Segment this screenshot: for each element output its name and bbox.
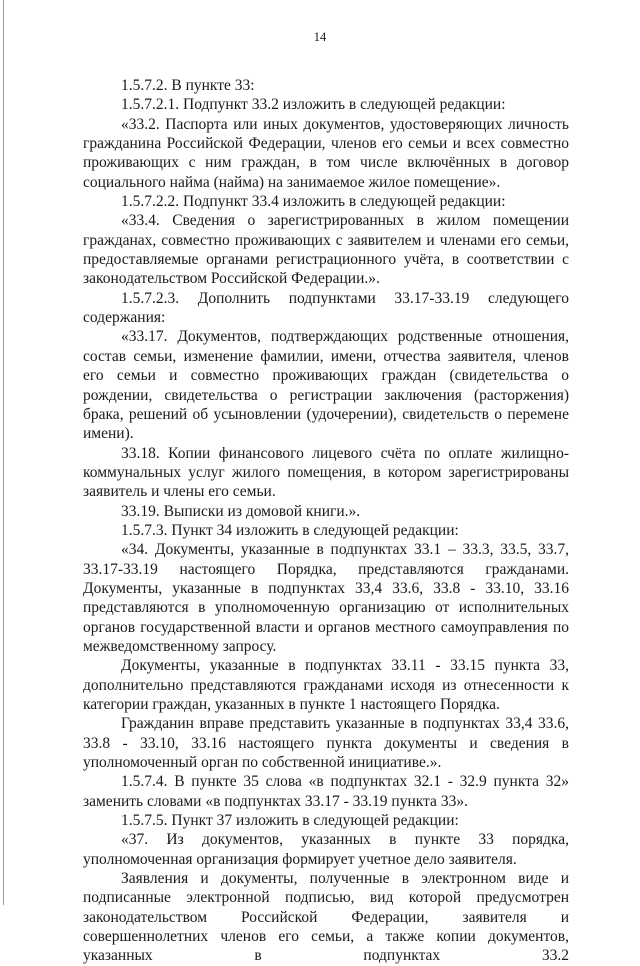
paragraph-34-documents: Документы, указанные в подпунктах 33.11 - 33.15 пункта 33, дополнительно представляются гражданами исходя из отнесенности к категории граждан, указанных в пункте 1 настоящего Порядка.	[83, 657, 569, 713]
page-edge-line	[3, 0, 4, 905]
document-body	[83, 76, 569, 966]
paragraph-37: «37. Из документов, указанных в пункте 33 порядка, уполномоченная организация формирует учетное дело заявителя.	[83, 831, 569, 868]
paragraph-1-5-7-2-3: 1.5.7.2.3. Дополнить подпунктами 33.17-33.19 следующего содержания:	[83, 289, 569, 327]
paragraph-1-5-7-2-1: 1.5.7.2.1. Подпункт 33.2 изложить в следующей редакции:	[121, 96, 506, 114]
paragraph-33-2: «33.2. Паспорта или иных документов, удостоверяющих личность гражданина Российской Федерации, членов его семьи и всех совместно проживающих с ним граждан, в том числе включённых в договор социального найма (найма) на занимаемое жилое помещение».	[83, 115, 569, 191]
paragraph-34-citizen: Гражданин вправе представить указанные в подпунктах 33,4 33.6, 33.8 - 33.10, 33.16 настоящего пункта документы и сведения в уполномоченный орган по собственной инициативе.».	[83, 715, 569, 772]
paragraph-34: «34. Документы, указанные в подпунктах 33.1 – 33.3, 33.5, 33.7, 33.17-33.19 настоящего Порядка, представляются гражданами. Документы, указанные в подпунктах 33,4 33.6, 33.8 - 33.10, 33.16 представляются в уполномоченную организацию от исполнительных органов государственной власти и органов местного самоуправления по межведомственному запросу.	[83, 541, 569, 655]
paragraph-1-5-7-2: 1.5.7.2. В пункте 33:	[121, 77, 255, 94]
paragraph-1-5-7-4: 1.5.7.4. В пункте 35 слова «в подпунктах 32.1 - 32.9 пункта 32» заменить словами «в подпунктах 33.17 - 33.19 пункта 33».	[83, 773, 569, 810]
paragraph-1-5-7-3: 1.5.7.3. Пункт 34 изложить в следующей редакции:	[121, 521, 459, 539]
paragraph-1-5-7-5: 1.5.7.5. Пункт 37 изложить в следующей редакции:	[121, 812, 459, 830]
paragraph-33-17: «33.17. Документов, подтверждающих родственные отношения, состав семьи, изменение фамилии, имени, отчества заявителя, членов его семьи и совместно проживающих граждан (свидетельства о рождении, свидетельства о регистрации заключения (расторжения) брака, решений об усыновлении (удочерении), свидетельств о перемене имени).	[83, 328, 569, 443]
paragraph-33-18: 33.18. Копии финансового лицевого счёта по оплате жилищно-коммунальных услуг жилого помещения, в котором зарегистрированы заявитель и члены его семьи.	[83, 444, 569, 501]
paragraph-33-4: «33.4. Сведения о зарегистрированных в жилом помещении гражданах, совместно проживающих с заявителем и членами его семьи, предоставляемые органами регистрационного учёта, в соответствии с законодательством Российской Федерации.».	[83, 212, 569, 288]
paragraph-37-applications: Заявления и документы, полученные в электронном виде и подписанные электронной подписью, вид которой предусмотрен законодательством Российской Федерации, заявителя и совершеннолетних членов его семьи, а также копии документов, указанных в подпунктах 33.2	[83, 870, 569, 965]
page-number: 14	[313, 30, 327, 44]
paragraph-1-5-7-2-2: 1.5.7.2.2. Подпункт 33.4 изложить в следующей редакции:	[121, 193, 506, 211]
paragraph-33-19: 33.19. Выписки из домовой книги.».	[121, 502, 361, 520]
